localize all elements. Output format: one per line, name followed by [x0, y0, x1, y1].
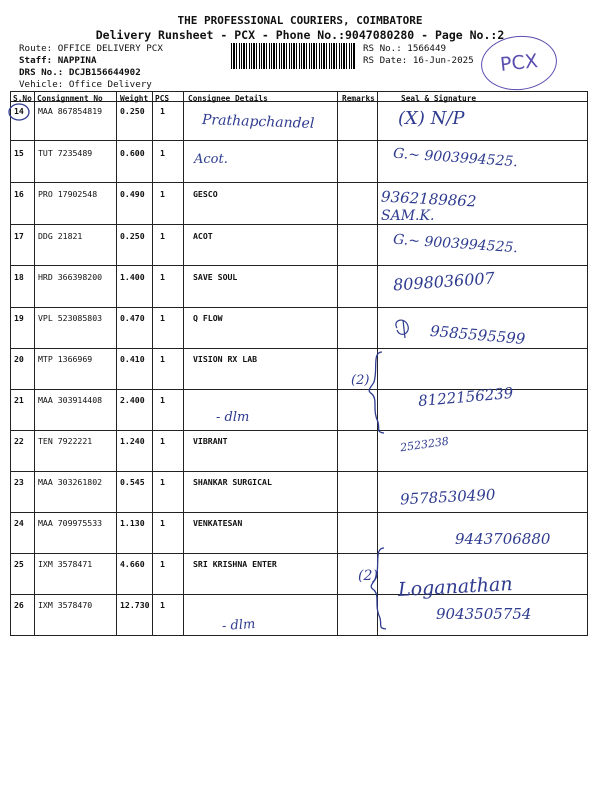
row-sno: 16 — [14, 189, 24, 199]
row-consignee: SRI KRISHNA ENTER — [193, 559, 277, 569]
row-sno: 23 — [14, 477, 24, 487]
row-sno: 14 — [14, 106, 24, 116]
hw-r14-sign: (X) N/P — [398, 108, 465, 129]
row-consignee: ACOT — [193, 231, 213, 241]
hw-r19-sign: 9585595599 — [429, 321, 527, 349]
row-weight: 0.250 — [120, 106, 145, 116]
vehicle-line — [19, 79, 152, 90]
row-pcs: 1 — [160, 436, 165, 446]
row-weight: 0.490 — [120, 189, 145, 199]
row-consignee: SHANKAR SURGICAL — [193, 477, 272, 487]
table-rule — [337, 91, 338, 636]
hw-r18-sign: 8098036007 — [392, 268, 496, 295]
table-rule — [10, 471, 588, 472]
table-rule — [10, 553, 588, 554]
table-rule — [10, 91, 588, 92]
barcode-image — [231, 43, 355, 69]
vehicle-label: Vehicle: — [19, 79, 64, 90]
row-consignment: HRD 366398200 — [38, 272, 103, 282]
drs-label: DRS No.: — [19, 67, 64, 78]
row-pcs: 1 — [160, 189, 165, 199]
col-consignment: Consignment No — [37, 94, 103, 103]
hw-r20-21-sign: 8122156239 — [417, 383, 515, 411]
row-consignee: GESCO — [193, 189, 218, 199]
col-remarks: Remarks — [342, 94, 375, 103]
route-line — [19, 43, 163, 54]
row-consignment: MAA 303914408 — [38, 395, 103, 405]
hw-r23-sign: 9578530490 — [399, 485, 496, 509]
row-pcs: 1 — [160, 559, 165, 569]
staff-value: NAPPINA — [57, 55, 97, 66]
row-pcs: 1 — [160, 354, 165, 364]
drs-line — [19, 67, 141, 78]
hw-r15-sign: G.~ 9003994525. — [392, 145, 519, 171]
table-rule — [152, 91, 153, 636]
staff-label: Staff: — [19, 55, 53, 66]
row-pcs: 1 — [160, 395, 165, 405]
row-pcs: 1 — [160, 600, 165, 610]
row-pcs: 1 — [160, 313, 165, 323]
rs-date-line — [363, 55, 474, 66]
table-rule — [10, 265, 588, 266]
row-consignee: VISION RX LAB — [193, 354, 258, 364]
row-sno: 21 — [14, 395, 24, 405]
row-consignment: TUT 7235489 — [38, 148, 93, 158]
row-consignment: DDG 21821 — [38, 231, 83, 241]
row-sno: 22 — [14, 436, 24, 446]
route-value: OFFICE DELIVERY PCX — [57, 43, 163, 54]
table-rule — [10, 348, 588, 349]
pcx-stamp: PCX — [478, 32, 559, 94]
row-weight: 0.250 — [120, 231, 145, 241]
row-sno: 18 — [14, 272, 24, 282]
col-pcs: PCS — [155, 94, 170, 103]
route-label: Route: — [19, 43, 53, 54]
hw-r21-note: - dlm — [216, 410, 250, 425]
row-sno: 26 — [14, 600, 24, 610]
table-rule — [116, 91, 117, 636]
row-consignment: MTP 1366969 — [38, 354, 93, 364]
row-weight: 0.470 — [120, 313, 145, 323]
rs-date-value: 16-Jun-2025 — [412, 55, 474, 66]
row-pcs: 1 — [160, 272, 165, 282]
table-rule — [10, 430, 588, 431]
table-rule — [10, 307, 588, 308]
row-pcs: 1 — [160, 477, 165, 487]
hw-r25-26-mark: (2) — [358, 568, 378, 584]
row-sno: 20 — [14, 354, 24, 364]
hw-r25-26-phone: 9043505754 — [436, 605, 532, 623]
row-consignee: Q FLOW — [193, 313, 223, 323]
vehicle-value: Office Delivery — [68, 79, 152, 90]
table-rule — [10, 182, 588, 183]
hw-r17-sign: G.~ 9003994525. — [392, 231, 519, 257]
row-weight: 0.600 — [120, 148, 145, 158]
row-pcs: 1 — [160, 231, 165, 241]
row-weight: 1.400 — [120, 272, 145, 282]
hw-r16-name: SAM.K. — [381, 208, 435, 224]
row-consignee: SAVE SOUL — [193, 272, 238, 282]
row-weight: 1.240 — [120, 436, 145, 446]
table-rule — [34, 91, 35, 636]
row-consignment: VPL 523085803 — [38, 313, 103, 323]
runsheet-title: Delivery Runsheet - PCX - Phone No.:9047080280 - Page No.:2 — [95, 28, 505, 42]
drs-value: DCJB156644902 — [68, 67, 141, 78]
row-weight: 1.130 — [120, 518, 145, 528]
row-weight: 0.545 — [120, 477, 145, 487]
rs-no-line — [363, 43, 446, 54]
table-rule — [10, 635, 588, 636]
row-consignment: MAA 867854819 — [38, 106, 103, 116]
row-weight: 0.410 — [120, 354, 145, 364]
row-pcs: 1 — [160, 518, 165, 528]
hw-r20-21-mark: (2) — [351, 373, 370, 388]
company-title: THE PROFESSIONAL COURIERS, COIMBATORE — [177, 14, 423, 27]
hw-r24-sign: 9443706880 — [455, 530, 551, 548]
runsheet-table — [10, 91, 588, 636]
table-rule — [10, 91, 11, 636]
row-sno: 15 — [14, 148, 24, 158]
table-rule — [183, 91, 184, 636]
row-sno: 24 — [14, 518, 24, 528]
row-consignment: IXM 3578471 — [38, 559, 93, 569]
table-rule — [10, 140, 588, 141]
col-consignee: Consignee Details — [188, 94, 268, 103]
row-weight: 4.660 — [120, 559, 145, 569]
row-pcs: 1 — [160, 106, 165, 116]
rs-no-label: RS No.: — [363, 43, 402, 54]
row-consignment: TEN 7922221 — [38, 436, 93, 446]
table-rule — [10, 224, 588, 225]
col-seal-signature: Seal & Signature — [401, 94, 477, 103]
row-sno: 17 — [14, 231, 24, 241]
table-rule — [587, 91, 588, 636]
row-pcs: 1 — [160, 148, 165, 158]
row-weight: 12.730 — [120, 600, 150, 610]
rs-date-label: RS Date: — [363, 55, 408, 66]
row-consignee: VENKATESAN — [193, 518, 243, 528]
row-sno: 19 — [14, 313, 24, 323]
row-consignment: PRO 17902548 — [38, 189, 98, 199]
staff-line — [19, 55, 96, 66]
hw-r25-26-name: Loganathan — [397, 573, 514, 601]
hw-r22-sign: 2523238 — [399, 434, 450, 455]
rs-no-value: 1566449 — [407, 43, 447, 54]
hw-r15-name: Acot. — [194, 152, 228, 167]
col-sno: S.No — [13, 94, 32, 103]
row-weight: 2.400 — [120, 395, 145, 405]
hw-r14-name: Prathapchandel — [201, 112, 315, 132]
row-consignment: MAA 303261802 — [38, 477, 103, 487]
row-sno: 25 — [14, 559, 24, 569]
row-consignment: IXM 3578470 — [38, 600, 93, 610]
table-rule — [377, 91, 378, 636]
table-rule — [10, 512, 588, 513]
row-consignee: VIBRANT — [193, 436, 228, 446]
hw-r16-sign: 9362189862 — [380, 187, 477, 211]
row-consignment: MAA 709975533 — [38, 518, 103, 528]
col-weight: Weight — [120, 94, 149, 103]
hw-r26-note: - dlm — [221, 616, 256, 635]
